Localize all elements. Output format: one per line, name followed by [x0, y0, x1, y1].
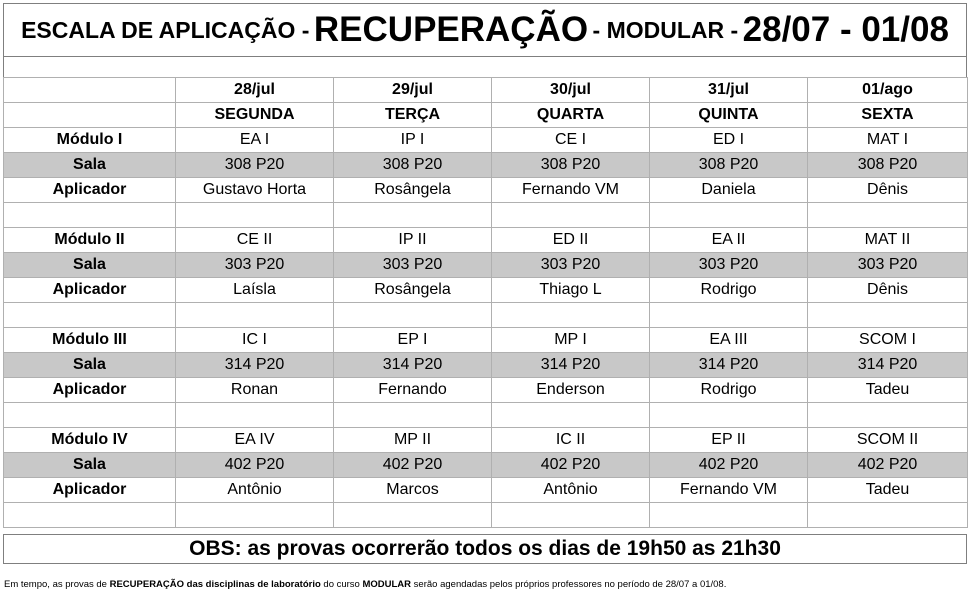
- proctor-cell: Antônio: [492, 478, 650, 503]
- row-label: Sala: [4, 453, 176, 478]
- room-cell: 308 P20: [808, 153, 968, 178]
- proctor-cell: Daniela: [650, 178, 808, 203]
- proctor-cell: Rosângela: [334, 278, 492, 303]
- subject-cell: EA II: [650, 228, 808, 253]
- room-cell: 308 P20: [492, 153, 650, 178]
- date-cell: 28/jul: [176, 78, 334, 103]
- empty-cell: [650, 203, 808, 228]
- row-label: [4, 303, 176, 328]
- proctor-cell: Rodrigo: [650, 278, 808, 303]
- spacer-row: [3, 57, 967, 77]
- empty-cell: [176, 503, 334, 528]
- row-label: Sala: [4, 153, 176, 178]
- proctor-cell: Tadeu: [808, 378, 968, 403]
- footnote-text: do curso: [320, 579, 363, 590]
- empty-cell: [492, 303, 650, 328]
- module-row: [4, 328, 968, 353]
- room-cell: 303 P20: [650, 253, 808, 278]
- subject-cell: MAT II: [808, 228, 968, 253]
- proctor-row: [4, 478, 968, 503]
- empty-cell: [334, 303, 492, 328]
- schedule-body: [4, 78, 968, 528]
- room-row: [4, 453, 968, 478]
- empty-cell: [334, 203, 492, 228]
- footnote: [4, 579, 726, 590]
- empty-cell: [176, 203, 334, 228]
- proctor-cell: Dênis: [808, 178, 968, 203]
- empty-cell: [808, 203, 968, 228]
- row-label: Aplicador: [4, 478, 176, 503]
- room-cell: 303 P20: [176, 253, 334, 278]
- row-label: Aplicador: [4, 378, 176, 403]
- title-part-1: ESCALA DE APLICAÇÃO -: [21, 16, 310, 43]
- header-dates-row: [4, 78, 968, 103]
- module-row: [4, 128, 968, 153]
- observation-note: OBS: as provas ocorrerão todos os dias de 19h50 as 21h30: [3, 534, 967, 564]
- room-row: [4, 153, 968, 178]
- row-label: Módulo I: [4, 128, 176, 153]
- room-cell: 402 P20: [808, 453, 968, 478]
- empty-cell: [808, 503, 968, 528]
- room-cell: 308 P20: [334, 153, 492, 178]
- date-cell: 31/jul: [650, 78, 808, 103]
- proctor-cell: Fernando VM: [492, 178, 650, 203]
- title-part-3: - MODULAR -: [592, 16, 739, 43]
- room-cell: 402 P20: [334, 453, 492, 478]
- row-label: Sala: [4, 253, 176, 278]
- row-label: Módulo III: [4, 328, 176, 353]
- room-cell: 303 P20: [334, 253, 492, 278]
- room-cell: 308 P20: [650, 153, 808, 178]
- room-cell: 314 P20: [808, 353, 968, 378]
- room-cell: 402 P20: [492, 453, 650, 478]
- subject-cell: EP II: [650, 428, 808, 453]
- empty-cell: [334, 503, 492, 528]
- weekday-cell: QUARTA: [492, 103, 650, 128]
- header-days-row: [4, 103, 968, 128]
- subject-cell: EA III: [650, 328, 808, 353]
- corner-cell: [4, 103, 176, 128]
- row-label: [4, 503, 176, 528]
- empty-cell: [650, 303, 808, 328]
- proctor-row: [4, 178, 968, 203]
- blank-row: [4, 503, 968, 528]
- page-title: [3, 3, 967, 57]
- room-cell: 402 P20: [650, 453, 808, 478]
- subject-cell: MP I: [492, 328, 650, 353]
- proctor-row: [4, 378, 968, 403]
- room-cell: 402 P20: [176, 453, 334, 478]
- proctor-cell: Ronan: [176, 378, 334, 403]
- title-part-4: 28/07 - 01/08: [742, 10, 949, 49]
- row-label: Aplicador: [4, 178, 176, 203]
- footnote-bold: MODULAR: [362, 579, 412, 590]
- subject-cell: SCOM I: [808, 328, 968, 353]
- proctor-cell: Thiago L: [492, 278, 650, 303]
- subject-cell: ED II: [492, 228, 650, 253]
- empty-cell: [492, 403, 650, 428]
- subject-cell: EA IV: [176, 428, 334, 453]
- empty-cell: [808, 303, 968, 328]
- blank-row: [4, 303, 968, 328]
- proctor-cell: Dênis: [808, 278, 968, 303]
- footnote-bold: RECUPERAÇÃO das disciplinas de laboratório: [109, 579, 321, 590]
- schedule-sheet: [3, 3, 967, 564]
- module-row: [4, 228, 968, 253]
- row-label: [4, 403, 176, 428]
- empty-cell: [650, 403, 808, 428]
- empty-cell: [492, 203, 650, 228]
- blank-row: [4, 403, 968, 428]
- proctor-cell: Rosângela: [334, 178, 492, 203]
- proctor-cell: Gustavo Horta: [176, 178, 334, 203]
- room-cell: 303 P20: [492, 253, 650, 278]
- room-cell: 303 P20: [808, 253, 968, 278]
- empty-cell: [650, 503, 808, 528]
- blank-row: [4, 203, 968, 228]
- row-label: Sala: [4, 353, 176, 378]
- subject-cell: CE I: [492, 128, 650, 153]
- subject-cell: IC I: [176, 328, 334, 353]
- room-cell: 314 P20: [650, 353, 808, 378]
- subject-cell: MP II: [334, 428, 492, 453]
- module-row: [4, 428, 968, 453]
- room-cell: 314 P20: [492, 353, 650, 378]
- subject-cell: MAT I: [808, 128, 968, 153]
- date-cell: 01/ago: [808, 78, 968, 103]
- subject-cell: SCOM II: [808, 428, 968, 453]
- date-cell: 30/jul: [492, 78, 650, 103]
- proctor-cell: Marcos: [334, 478, 492, 503]
- proctor-cell: Rodrigo: [650, 378, 808, 403]
- empty-cell: [176, 303, 334, 328]
- empty-cell: [176, 403, 334, 428]
- row-label: Módulo II: [4, 228, 176, 253]
- date-cell: 29/jul: [334, 78, 492, 103]
- proctor-cell: Tadeu: [808, 478, 968, 503]
- room-cell: 308 P20: [176, 153, 334, 178]
- subject-cell: ED I: [650, 128, 808, 153]
- row-label: [4, 203, 176, 228]
- proctor-row: [4, 278, 968, 303]
- footnote-text: Em tempo, as provas de: [4, 579, 110, 590]
- room-cell: 314 P20: [334, 353, 492, 378]
- empty-cell: [808, 403, 968, 428]
- proctor-cell: Fernando VM: [650, 478, 808, 503]
- room-cell: 314 P20: [176, 353, 334, 378]
- proctor-cell: Enderson: [492, 378, 650, 403]
- weekday-cell: QUINTA: [650, 103, 808, 128]
- proctor-cell: Fernando: [334, 378, 492, 403]
- schedule-table: [3, 77, 968, 528]
- room-row: [4, 353, 968, 378]
- subject-cell: IP I: [334, 128, 492, 153]
- subject-cell: IP II: [334, 228, 492, 253]
- row-label: Módulo IV: [4, 428, 176, 453]
- room-row: [4, 253, 968, 278]
- proctor-cell: Antônio: [176, 478, 334, 503]
- title-part-2: RECUPERAÇÃO: [313, 10, 589, 49]
- proctor-cell: Laísla: [176, 278, 334, 303]
- corner-cell: [4, 78, 176, 103]
- subject-cell: EA I: [176, 128, 334, 153]
- subject-cell: CE II: [176, 228, 334, 253]
- subject-cell: EP I: [334, 328, 492, 353]
- footnote-text: serão agendadas pelos próprios professores no período de 28/07 a 01/08.: [411, 579, 727, 590]
- weekday-cell: SEGUNDA: [176, 103, 334, 128]
- weekday-cell: TERÇA: [334, 103, 492, 128]
- empty-cell: [334, 403, 492, 428]
- weekday-cell: SEXTA: [808, 103, 968, 128]
- row-label: Aplicador: [4, 278, 176, 303]
- empty-cell: [492, 503, 650, 528]
- subject-cell: IC II: [492, 428, 650, 453]
